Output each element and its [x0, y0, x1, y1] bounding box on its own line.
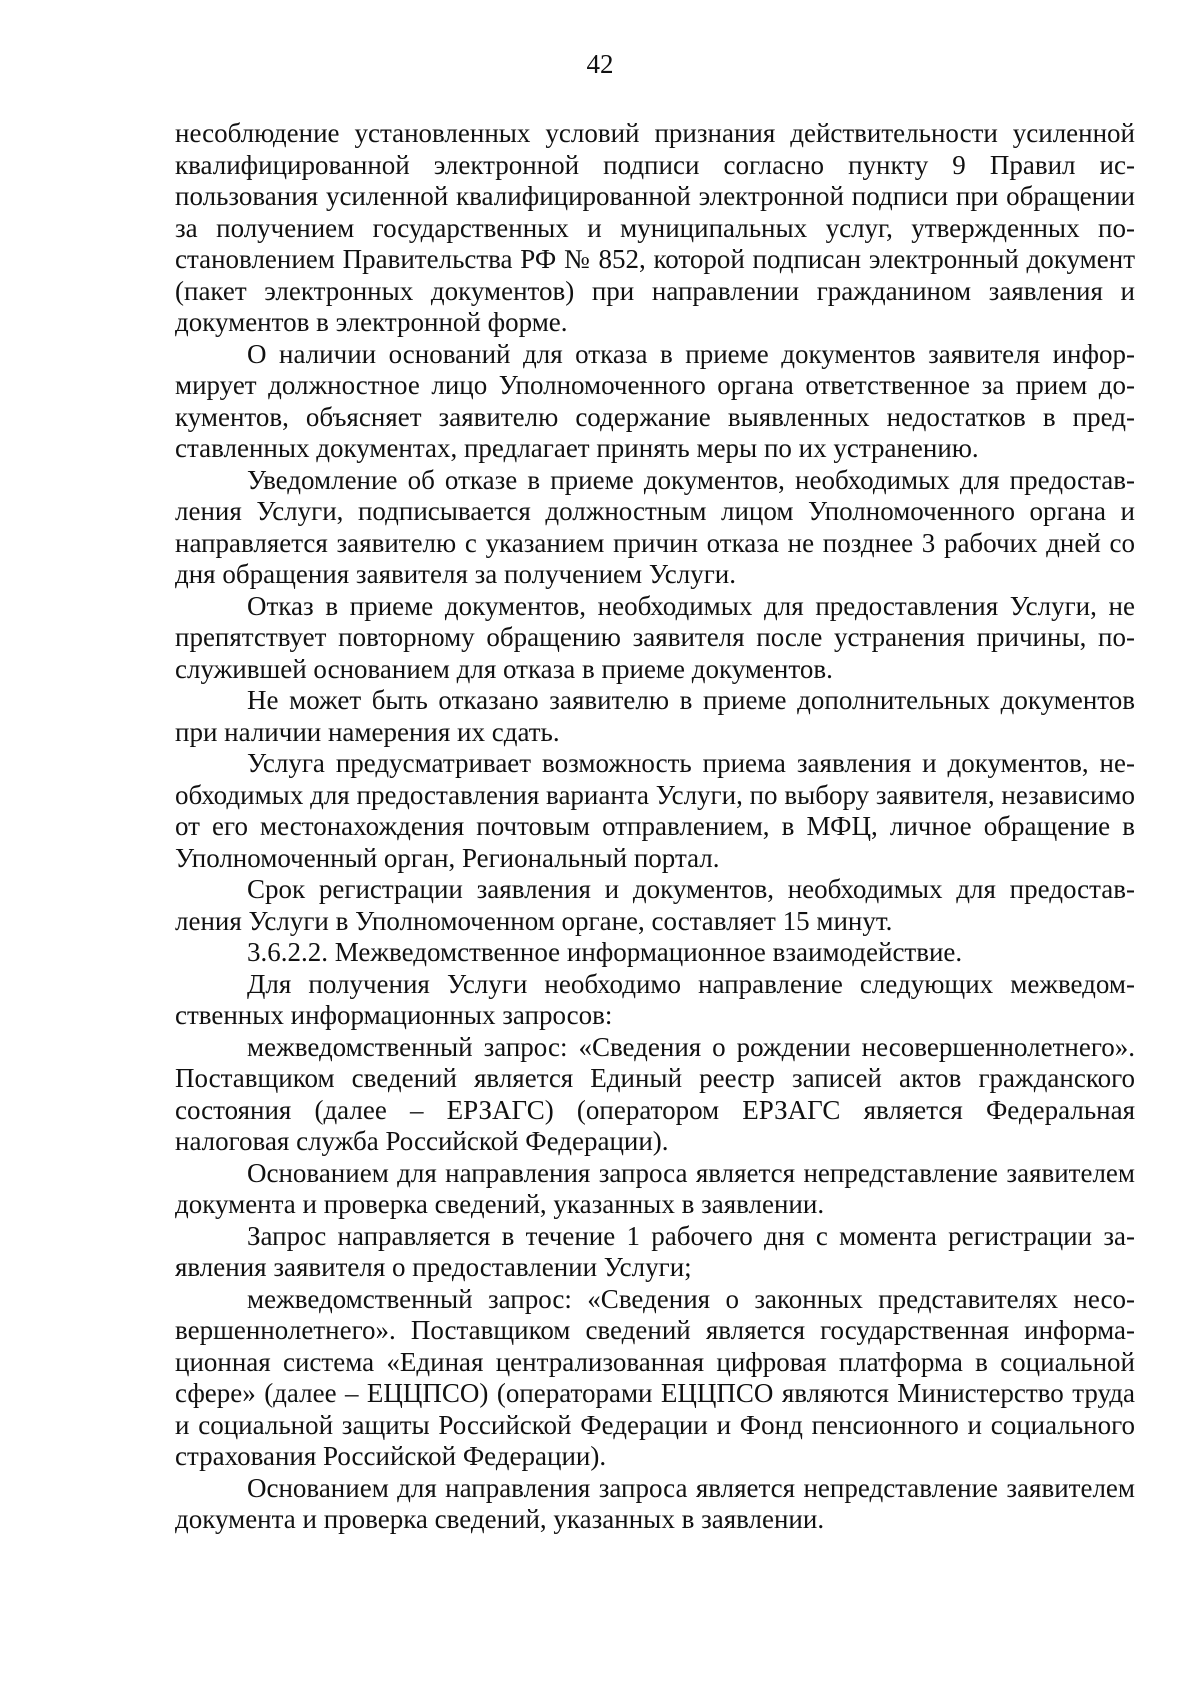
paragraph-4: Отказ в приеме документов, необходимых для предоставления Услуги, не препятствует повторному обращению заявителя после устранения причины, послужившей основанием для отказа в приеме документов. — [175, 590, 1135, 684]
document-body — [175, 118, 1135, 1536]
paragraph-10: межведомственный запрос: «Сведения о рождении несовершеннолетнего». Поставщиком сведений является Единый реестр записей актов гражданского состояния (далее – ЕРЗАГС) (оператором ЕРЗАГС является Федеральная налоговая служба Российской Федерации). — [175, 1031, 1135, 1156]
paragraph-7: Срок регистрации заявления и документов, необходимых для предоставления Услуги в Уполномоченном органе, составляет 15 минут. — [175, 874, 1135, 936]
paragraph-13: межведомственный запрос: «Сведения о законных представителях несовершеннолетнего». Поставщиком сведений является государственная информационная система «Единая централизованная цифровая платформа в социальной сфере» (далее – ЕЦЦПСО) (операторами ЕЦЦПСО являются Министерство труда и социальной защиты Российской Федерации и Фонд пенсионного и социального страхования Российской Федерации). — [175, 1283, 1135, 1471]
paragraph-12: Запрос направляется в течение 1 рабочего дня с момента регистрации заявления заявителя о предоставлении Услуги; — [175, 1220, 1135, 1282]
paragraph-9: Для получения Услуги необходимо направление следующих межведомственных информационных запросов: — [175, 968, 1135, 1030]
paragraph-14: Основанием для направления запроса является непредставление заявителем документа и проверка сведений, указанных в заявлении. — [175, 1472, 1135, 1534]
page-number: 42 — [586, 49, 614, 79]
paragraph-11: Основанием для направления запроса является непредставление заявителем документа и проверка сведений, указанных в заявлении. — [175, 1157, 1135, 1219]
paragraph-2: О наличии оснований для отказа в приеме документов заявителя информирует должностное лицо Уполномоченного органа ответственное за прием документов, объясняет заявителю содержание выявленных недостатков в представленных документах, предлагает принять меры по их устранению. — [175, 338, 1135, 463]
section-heading-3-6-2-2: 3.6.2.2. Межведомственное информационное взаимодействие. — [247, 937, 963, 967]
paragraph-1: несоблюдение установленных условий признания действительности усиленной квалифицированной электронной подписи согласно пункту 9 Правил использования усиленной квалифицированной электронной подписи при обращении за получением государственных и муниципальных услуг, утвержденных постановлением Правительства РФ № 852, которой подписан электронный документ (пакет электронных документов) при направлении гражданином заявления и документов в электронной форме. — [175, 118, 1135, 337]
paragraph-6: Услуга предусматривает возможность приема заявления и документов, необходимых для предоставления варианта Услуги, по выбору заявителя, независимо от его местонахождения почтовым отправлением, в МФЦ, личное обращение в Уполномоченный орган, Региональный портал. — [175, 748, 1135, 873]
paragraph-3: Уведомление об отказе в приеме документов, необходимых для предоставления Услуги, подписывается должностным лицом Уполномоченного органа и направляется заявителю с указанием причин отказа не позднее 3 рабочих дней со дня обращения заявителя за получением Услуги. — [175, 464, 1135, 589]
paragraph-5: Не может быть отказано заявителю в приеме дополнительных документов при наличии намерения их сдать. — [175, 685, 1135, 747]
